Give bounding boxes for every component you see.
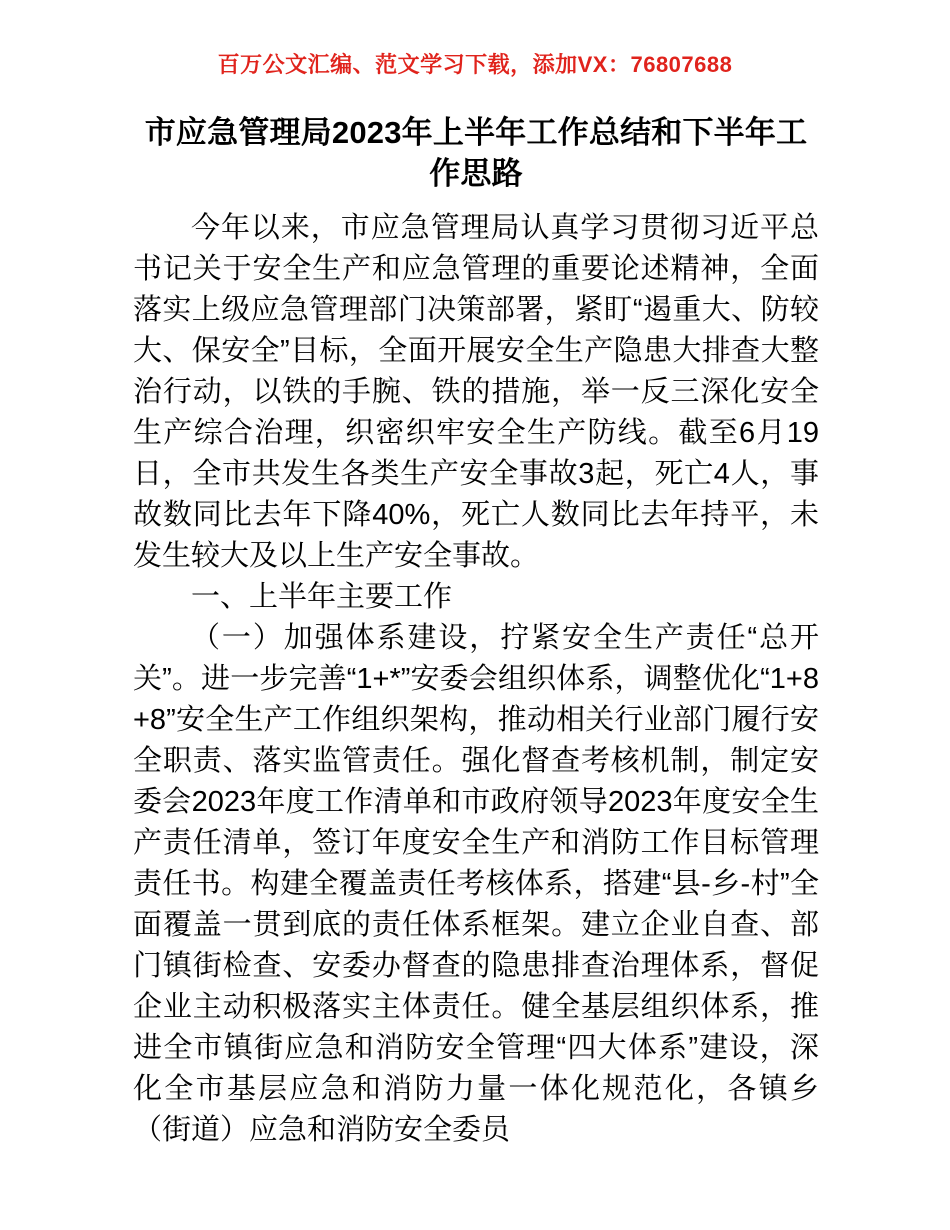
- section-heading-1: 一、上半年主要工作: [191, 581, 453, 613]
- intro-paragraph: 今年以来，市应急管理局认真学习贯彻习近平总书记关于安全生产和应急管理的重要论述精神，全面落实上级应急管理部门决策部署，紧盯“遏重大、防较大、保安全”目标，全面开展安全生产隐患大排查大整治行动，以铁的手腕、铁的措施，举一反三深化安全生产综合治理，织密织牢安全生产防线。截至6月19日，全市共发生各类生产安全事故3起，死亡4人，事故数同比去年下降40%，死亡人数同比去年持平，未发生较大及以上生产安全事故。: [133, 212, 819, 572]
- subsection-paragraph-1: （一）加强体系建设，拧紧安全生产责任“总开关”。进一步完善“1+*”安委会组织体系，调整优化“1+8+8”安全生产工作组织架构，推动相关行业部门履行安全职责、落实监管责任。强化督查考核机制，制定安委会2023年度工作清单和市政府领导2023年度安全生产责任清单，签订年度安全生产和消防工作目标管理责任书。构建全覆盖责任考核体系，搭建“县-乡-村”全面覆盖一贯到底的责任体系框架。建立企业自查、部门镇街检查、安委办督查的隐患排查治理体系，督促企业主动积极落实主体责任。健全基层组织体系，推进全市镇街应急和消防安全管理“四大体系”建设，深化全市基层应急和消防力量一体化规范化，各镇乡（街道）应急和消防安全委员: [133, 622, 819, 1146]
- page-title: 市应急管理局2023年上半年工作总结和下半年工作思路: [144, 115, 808, 191]
- watermark-header: 百万公文汇编、范文学习下载，添加VX：76807688: [217, 52, 733, 77]
- document-body: [133, 112, 819, 1151]
